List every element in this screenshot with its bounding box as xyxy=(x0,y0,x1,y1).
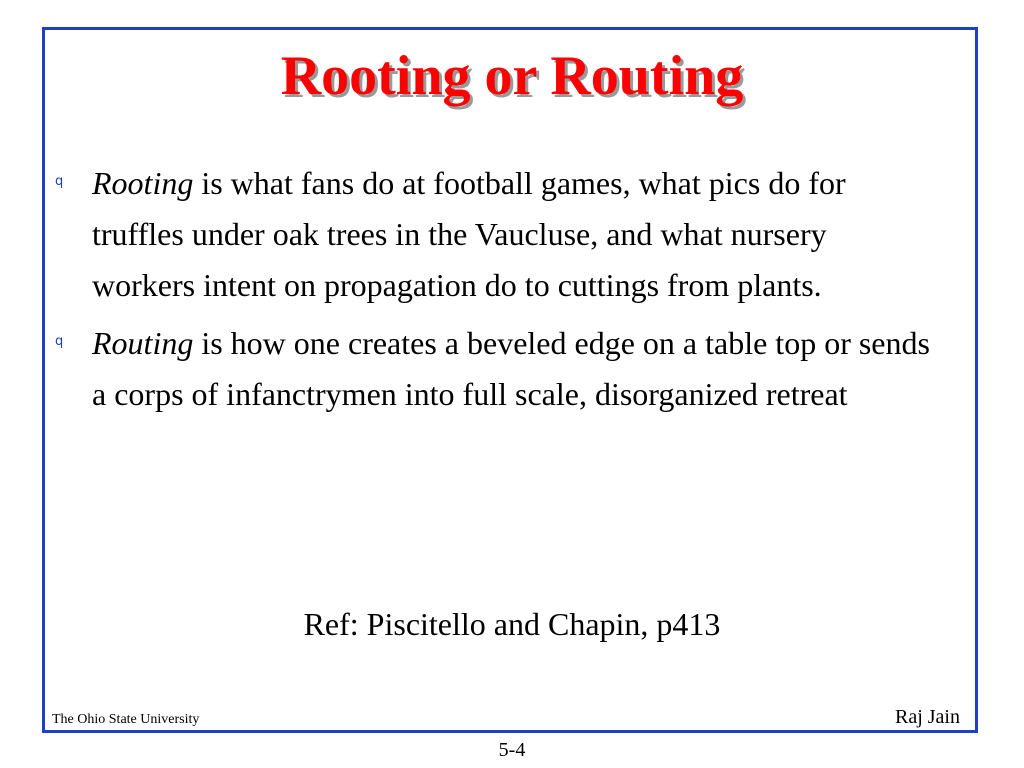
footer-institution: The Ohio State University xyxy=(52,712,200,727)
bullet-marker-icon: q xyxy=(55,174,64,189)
bullet-list xyxy=(55,158,935,427)
footer-author: Raj Jain xyxy=(895,706,960,728)
bullet-text: is how one creates a beveled edge on a table top or sends a corps of infanctrymen into full scale, disorganized retreat xyxy=(92,325,930,412)
bullet-term: Routing xyxy=(92,325,194,361)
bullet-text: is what fans do at football games, what pics do for truffles under oak trees in the Vaucluse, and what nursery workers intent on propagation do to cuttings from plants. xyxy=(92,165,846,303)
bullet-item-rooting xyxy=(55,158,935,311)
reference-text: Ref: Piscitello and Chapin, p413 xyxy=(303,606,721,642)
page-number: 5-4 xyxy=(498,739,526,761)
slide-title: Rooting or Routing xyxy=(280,45,744,107)
bullet-term: Rooting xyxy=(92,165,194,201)
bullet-marker-icon: q xyxy=(55,334,64,349)
bullet-item-routing xyxy=(55,318,935,420)
